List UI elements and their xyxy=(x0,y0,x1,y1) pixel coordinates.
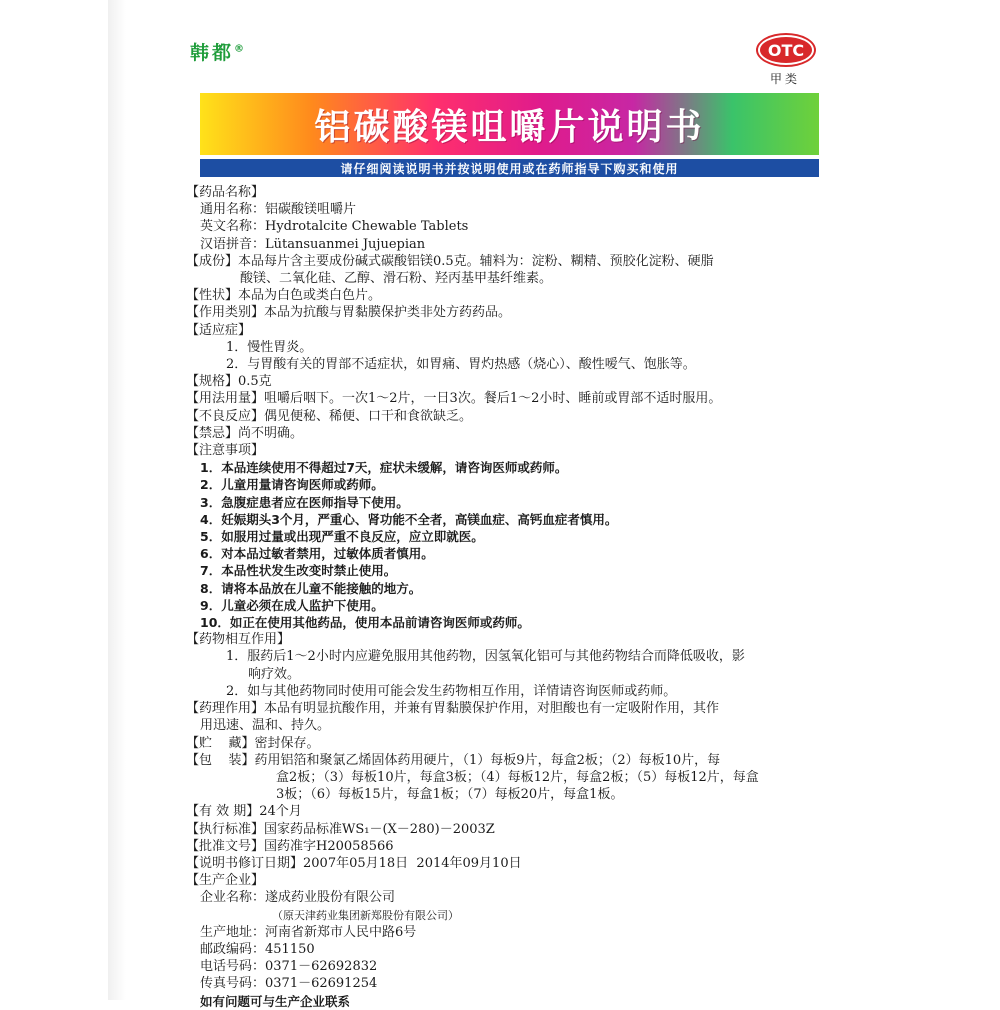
phone-number: 电话号码：0371－62692832 xyxy=(200,959,378,975)
indication-item: 1．慢性胃炎。 xyxy=(226,339,313,355)
fold-shadow xyxy=(108,0,126,1000)
interaction-item-1-line-1: 1．服药后1～2小时内应避免服用其他药物，因氢氧化铝可与其他药物结合而降低吸收，影 xyxy=(226,649,745,665)
drug-name-heading: 【药品名称】 xyxy=(186,185,265,200)
leaflet-content xyxy=(186,184,826,1010)
fax-number: 传真号码：0371－62691254 xyxy=(200,976,378,992)
brand-logo xyxy=(190,38,247,65)
notice-bar xyxy=(200,159,819,177)
precaution-item: 4．妊娠期头3个月，严重心、肾功能不全者，高镁血症、高钙血症者慎用。 xyxy=(200,511,618,527)
precaution-item: 6．对本品过敏者禁用，过敏体质者慎用。 xyxy=(200,546,434,562)
standard: 【执行标准】国家药品标准WS₁－(X－280)－2003Z xyxy=(186,821,495,837)
manufacturer-heading: 【生产企业】 xyxy=(186,873,265,889)
ingredients-line-1: 【成份】本品每片含主要成份碱式碳酸铝镁0.5克。辅料为：淀粉、糊精、预胶化淀粉、硬脂 xyxy=(186,253,714,269)
otc-class-label: 甲类 xyxy=(770,72,801,86)
dosage: 【用法用量】咀嚼后咽下。一次1～2片，一日3次。餐后1～2小时、睡前或胃部不适时服用。 xyxy=(186,391,722,407)
interaction-item-2: 2．如与其他药物同时使用可能会发生药物相互作用，详情请咨询医师或药师。 xyxy=(226,683,677,699)
brand-name: 韩都 xyxy=(190,42,235,64)
precaution-item: 10．如正在使用其他药品，使用本品前请咨询医师或药师。 xyxy=(200,615,530,631)
company-name: 企业名称：遂成药业股份有限公司 xyxy=(200,890,396,906)
english-name: 英文名称：Hydrotalcite Chewable Tablets xyxy=(200,219,469,235)
storage: 【贮 藏】密封保存。 xyxy=(186,735,320,751)
validity: 【有 效 期】24个月 xyxy=(186,804,302,820)
notice-text: 请仔细阅读说明书并按说明使用或在药师指导下购买和使用 xyxy=(340,161,679,176)
title-banner xyxy=(200,93,819,155)
precaution-item: 9．儿童必须在成人监护下使用。 xyxy=(200,597,384,613)
precaution-item: 2．儿童用量请咨询医师或药师。 xyxy=(200,477,384,493)
pharmacology-line-2: 用迅速、温和、持久。 xyxy=(200,718,331,734)
precautions-heading: 【注意事项】 xyxy=(186,443,265,459)
interactions-heading: 【药物相互作用】 xyxy=(186,632,291,648)
pharmacology-line-1: 【药理作用】本品有明显抗酸作用，并兼有胃黏膜保护作用，对胆酸也有一定吸附作用，其作 xyxy=(186,701,720,717)
otc-label: OTC xyxy=(760,37,812,63)
contact-note: 如有问题可与生产企业联系 xyxy=(200,993,351,1009)
packaging-line-1: 【包 装】药用铝箔和聚氯乙烯固体药用硬片，（1）每板9片，每盒2板；（2）每板10片，每 xyxy=(186,752,721,768)
specification: 【规格】0.5克 xyxy=(186,374,272,390)
indication-item: 2．与胃酸有关的胃部不适症状，如胃痛、胃灼热感（烧心）、酸性嗳气、饱胀等。 xyxy=(226,357,696,373)
pinyin-name: 汉语拼音：Lütansuanmei Jujuepian xyxy=(200,236,426,252)
precaution-item: 5．如服用过量或出现严重不良反应，应立即就医。 xyxy=(200,529,484,545)
otc-badge xyxy=(756,33,816,67)
precaution-item: 8．请将本品放在儿童不能接触的地方。 xyxy=(200,580,422,596)
packaging-line-2: 盒2板；（3）每板10片，每盒3板；（4）每板12片，每盒2板；（5）每板12片，每盒 xyxy=(276,769,759,785)
former-company-name: （原天津药业集团新郑股份有限公司） xyxy=(272,908,459,922)
document-title: 铝碳酸镁咀嚼片说明书 xyxy=(314,106,705,148)
registered-mark: ® xyxy=(234,43,248,55)
indications-heading: 【适应症】 xyxy=(186,322,252,338)
precaution-item: 3．急腹症患者应在医师指导下使用。 xyxy=(200,494,409,510)
precaution-item: 1．本品连续使用不得超过7天，症状未缓解，请咨询医师或药师。 xyxy=(200,460,568,476)
postal-code: 邮政编码：451150 xyxy=(200,941,315,957)
adverse-reactions: 【不良反应】偶见便秘、稀便、口干和食欲缺乏。 xyxy=(186,408,473,424)
production-address: 生产地址：河南省新郑市人民中路6号 xyxy=(200,924,417,940)
approval-number: 【批准文号】国药准字H20058566 xyxy=(186,838,394,854)
category: 【作用类别】本品为抗酸与胃黏膜保护类非处方药药品。 xyxy=(186,305,512,321)
interaction-item-1-line-2: 响疗效。 xyxy=(248,666,301,682)
character: 【性状】本品为白色或类白色片。 xyxy=(186,288,382,304)
precaution-item: 7．本品性状发生改变时禁止使用。 xyxy=(200,563,397,579)
contraindications: 【禁忌】尚不明确。 xyxy=(186,425,304,441)
generic-name: 通用名称：铝碳酸镁咀嚼片 xyxy=(200,202,357,218)
ingredients-line-2: 酸镁、二氧化硅、乙醇、滑石粉、羟丙基甲基纤维素。 xyxy=(240,271,553,287)
revision-date: 【说明书修订日期】2007年05月18日 2014年09月10日 xyxy=(186,855,522,871)
packaging-line-3: 3板；（6）每板15片，每盒1板；（7）每板20片，每盒1板。 xyxy=(276,787,624,803)
